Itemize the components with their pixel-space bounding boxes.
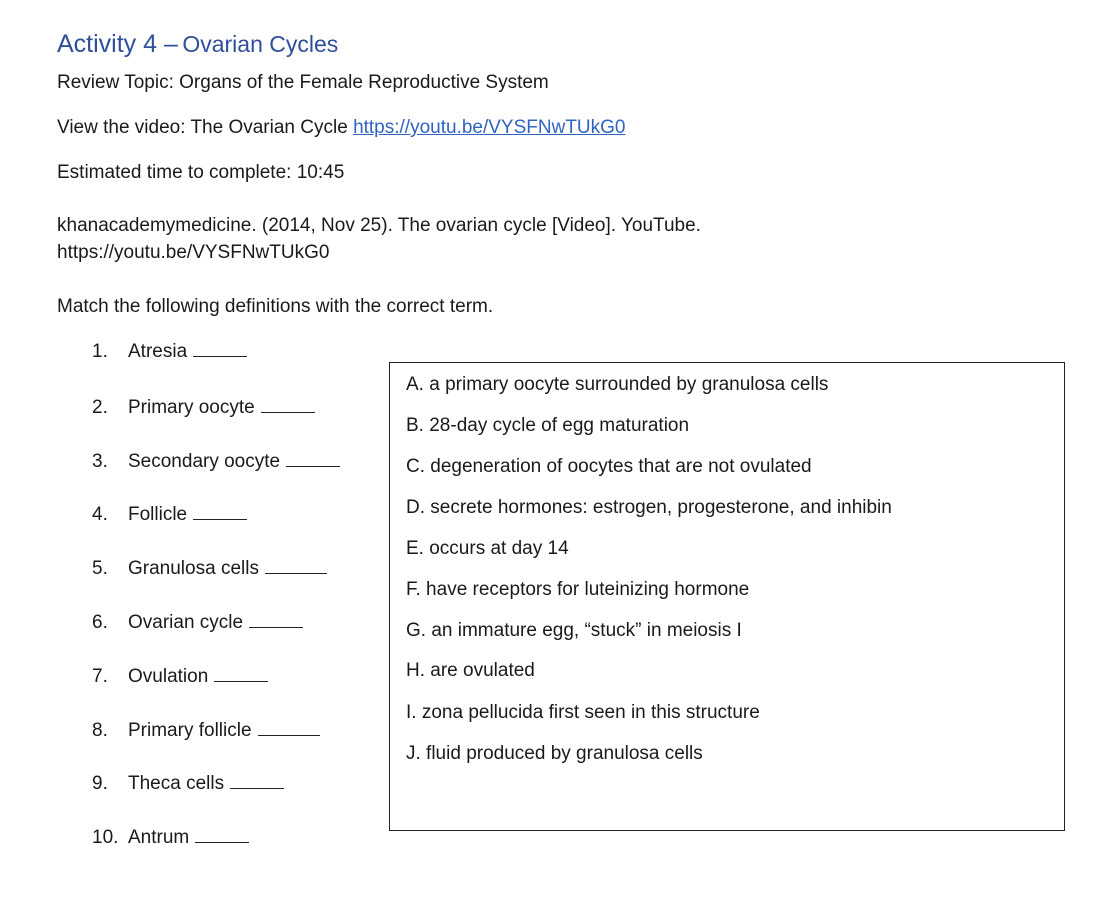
answer-blank[interactable] [193,518,247,520]
activity-label: Activity 4 – [57,30,178,58]
answer-blank[interactable] [249,626,303,628]
definition-item: I. zona pellucida first seen in this structure [406,702,760,723]
answer-blank[interactable] [214,680,268,682]
definition-item: D. secrete hormones: estrogen, progesterone, and inhibin [406,497,892,518]
answer-blank[interactable] [230,787,284,789]
term-label: Follicle [128,504,188,525]
activity-subtitle: Ovarian Cycles [182,31,339,57]
page-title [57,30,338,59]
term-number: 5. [92,558,108,579]
term-number: 10. [92,827,119,848]
citation-line-2: https://youtu.be/VYSFNwTUkG0 [57,242,330,263]
estimated-time: Estimated time to complete: 10:45 [57,162,345,183]
term-label: Theca cells [128,773,225,794]
term-number: 1. [92,341,108,362]
answer-blank[interactable] [265,572,327,574]
term-number: 9. [92,773,108,794]
term-label: Primary follicle [128,720,252,741]
answer-blank[interactable] [261,411,315,413]
definition-item: B. 28-day cycle of egg maturation [406,415,690,436]
term-number: 6. [92,612,108,633]
term-number: 4. [92,504,108,525]
definitions-box [389,362,1065,831]
definition-item: J. fluid produced by granulosa cells [406,743,703,764]
term-label: Ovarian cycle [128,612,244,633]
definition-item: E. occurs at day 14 [406,538,569,559]
term-label: Ovulation [128,666,209,687]
video-prefix: View the video: The Ovarian Cycle [57,117,348,138]
video-line [57,117,626,139]
term-number: 2. [92,397,108,418]
definition-item: G. an immature egg, “stuck” in meiosis I [406,620,742,641]
term-number: 7. [92,666,108,687]
answer-blank[interactable] [258,734,320,736]
term-label: Primary oocyte [128,397,255,418]
citation-line-1: khanacademymedicine. (2014, Nov 25). The ovarian cycle [Video]. YouTube. [57,215,701,236]
term-number: 8. [92,720,108,741]
definition-item: F. have receptors for luteinizing hormone [406,579,750,600]
answer-blank[interactable] [195,841,249,843]
instructions: Match the following definitions with the correct term. [57,296,494,317]
video-link[interactable]: https://youtu.be/VYSFNwTUkG0 [353,117,626,138]
term-label: Antrum [128,827,190,848]
answer-blank[interactable] [286,465,340,467]
term-label: Secondary oocyte [128,451,281,472]
term-label: Granulosa cells [128,558,259,579]
term-number: 3. [92,451,108,472]
definition-item: C. degeneration of oocytes that are not ovulated [406,456,812,477]
definition-item: H. are ovulated [406,660,535,681]
review-topic: Review Topic: Organs of the Female Reproductive System [57,72,549,93]
definition-item: A. a primary oocyte surrounded by granulosa cells [406,374,829,395]
answer-blank[interactable] [193,355,247,357]
term-label: Atresia [128,341,188,362]
